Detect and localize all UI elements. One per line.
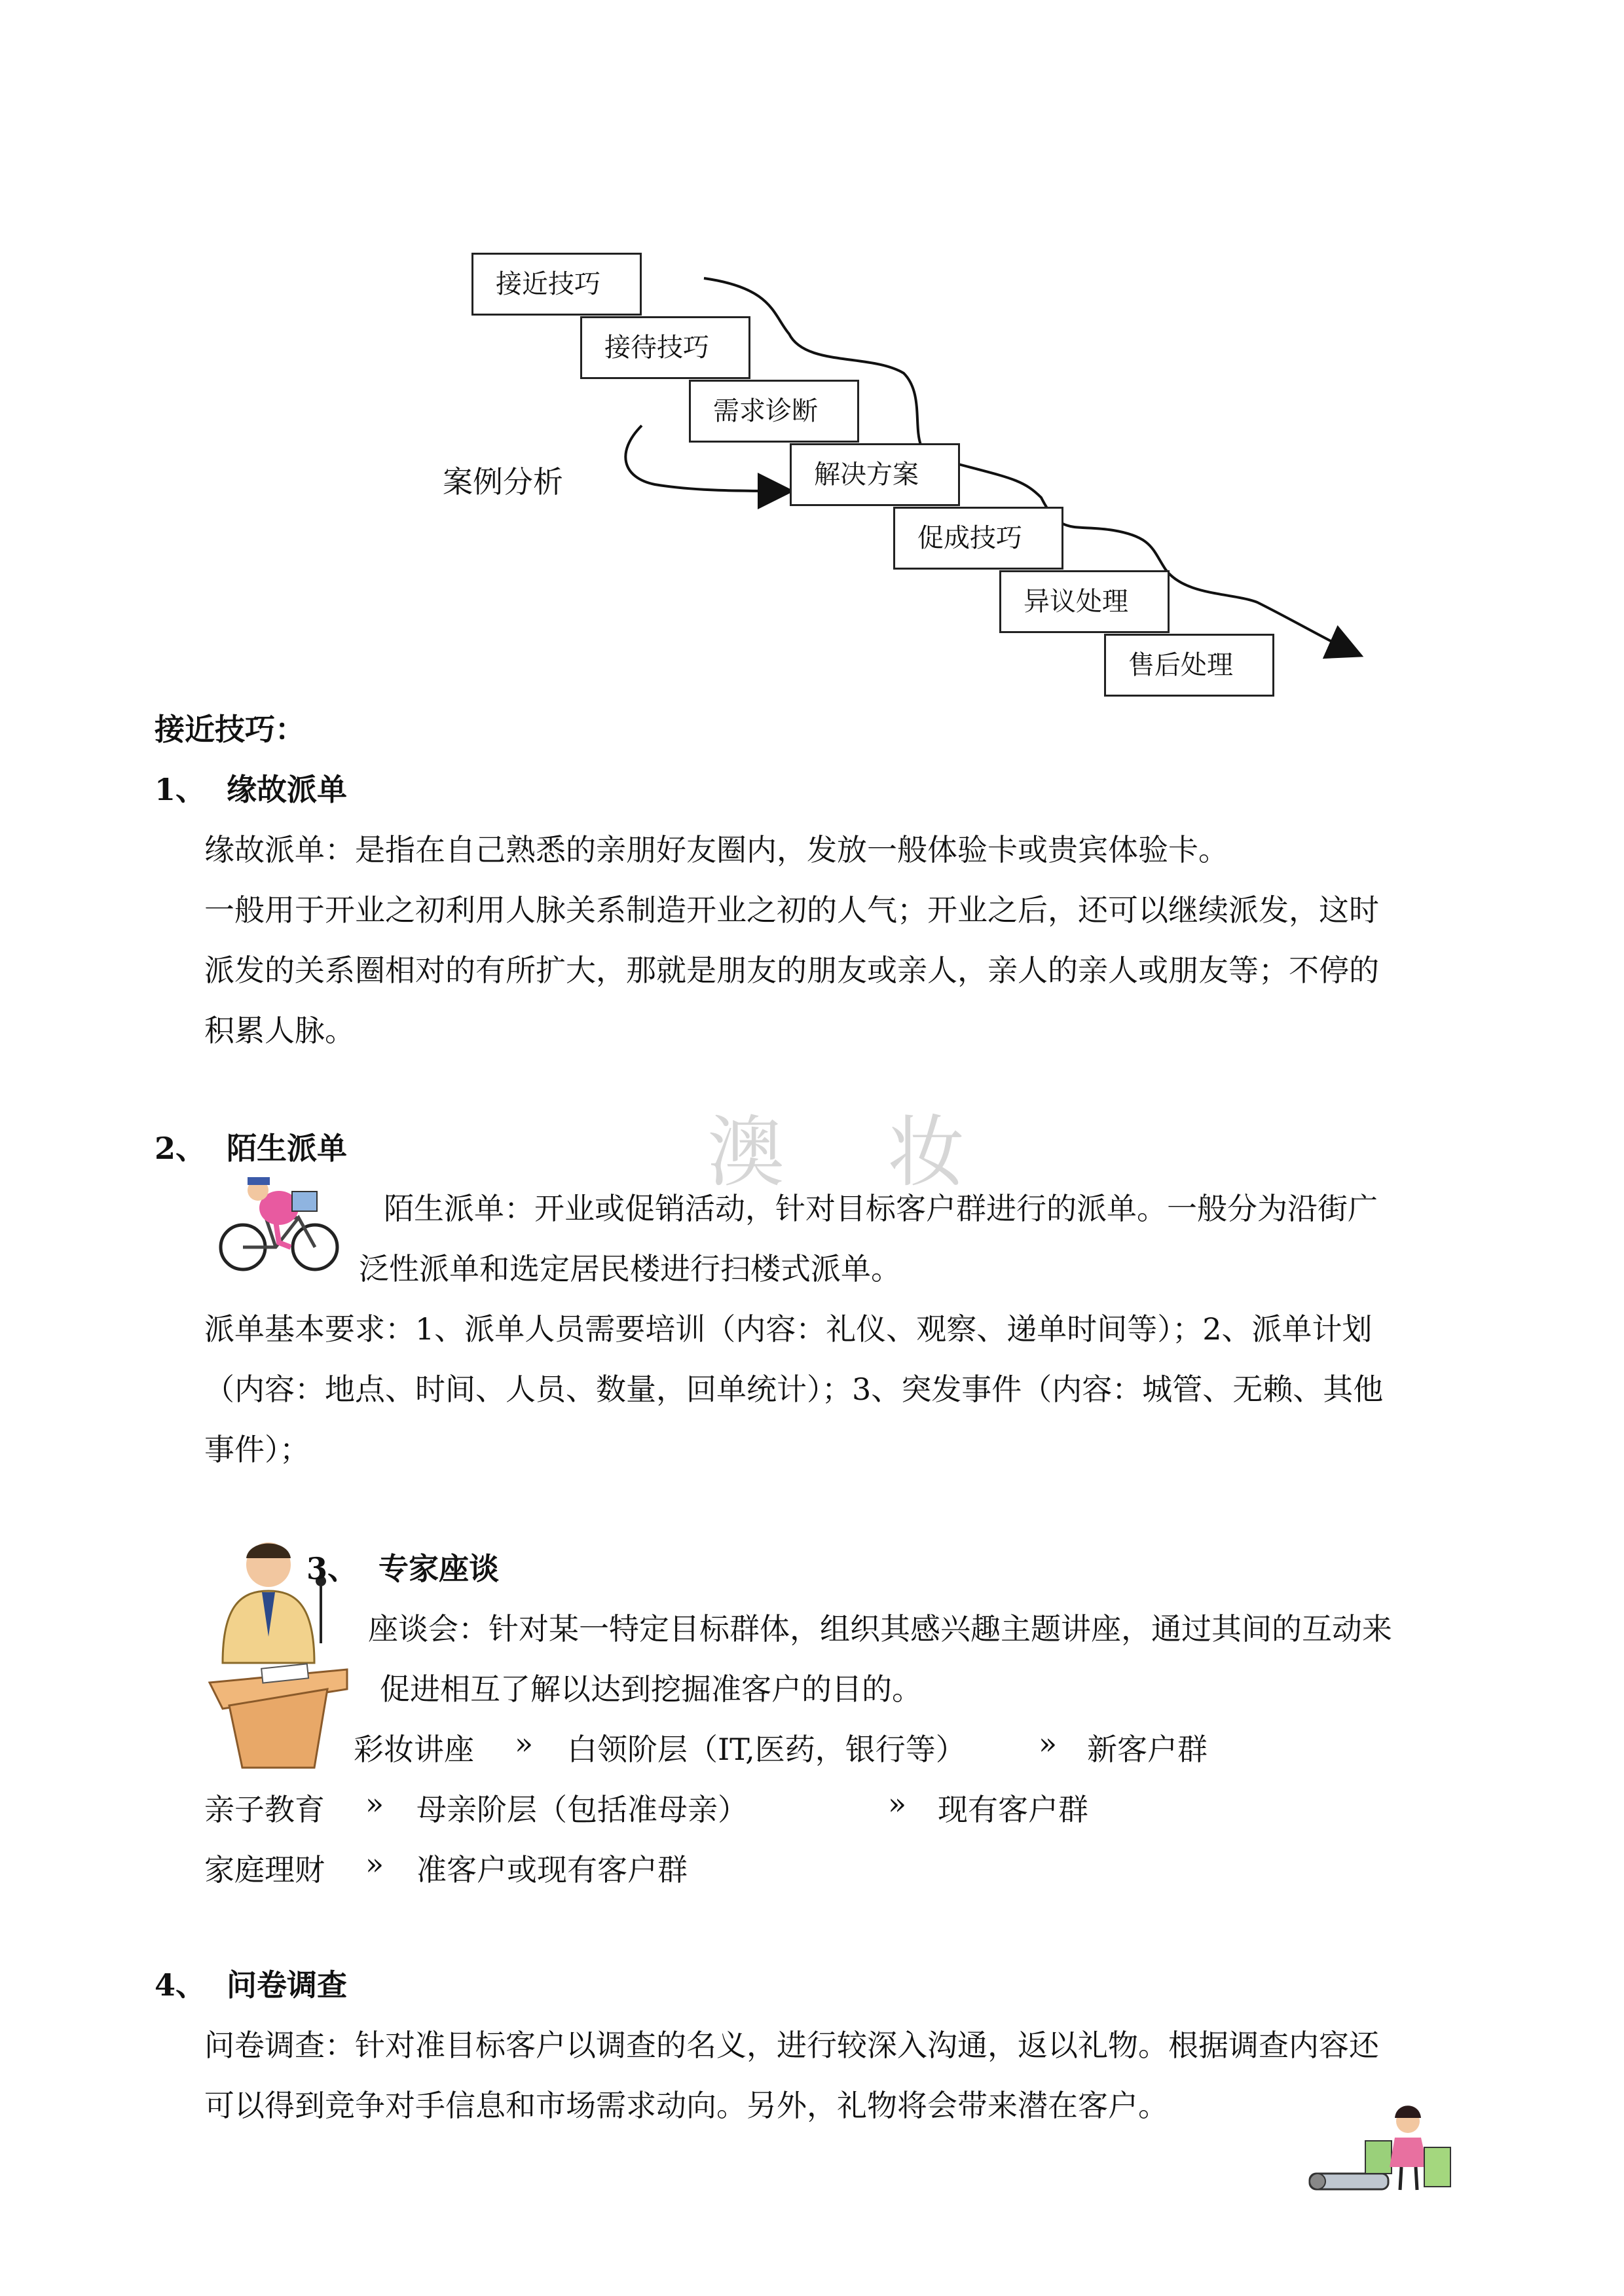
- s4-p1-line2: 可以得到竞争对手信息和市场需求动向。另外，礼物将会带来潜在客户。: [204, 2088, 1168, 2123]
- flow-step-7: 售后处理: [1104, 634, 1274, 697]
- s2-p1-line1: 陌生派单：开业或促销活动，针对目标客户群进行的派单。一般分为沿街广: [384, 1191, 1378, 1226]
- watermark: 澳 妆: [707, 1107, 1005, 1197]
- target-group: 现有客户群: [938, 1792, 1088, 1827]
- flow-step-2: 接待技巧: [580, 316, 750, 379]
- arrow-sep: »: [365, 1786, 384, 1821]
- target-group: 新客户群: [1087, 1732, 1208, 1767]
- case-analysis-label: 案例分析: [443, 464, 563, 500]
- section-title: 接近技巧：: [155, 712, 305, 747]
- cyclist-clipart: [213, 1165, 344, 1277]
- audience: 白领阶层（IT,医药，银行等）: [567, 1732, 966, 1767]
- flow-step-1: 接近技巧: [471, 253, 642, 316]
- arrow-sep: »: [888, 1786, 907, 1821]
- s4-heading: [155, 1961, 347, 2005]
- s3-p1-line2: 促进相互了解以达到挖掘准客户的目的。: [380, 1671, 922, 1707]
- flow-step-5: 促成技巧: [893, 507, 1063, 570]
- s3-p1-line1: 座谈会：针对某一特定目标群体，组织其感兴趣主题讲座，通过其间的互动来: [368, 1611, 1392, 1647]
- s2-p2-line3: 事件）；: [204, 1432, 310, 1467]
- s2-p2-line1: 派单基本要求：1、派单人员需要培训（内容：礼仪、观察、递单时间等）；2、派单计划: [204, 1311, 1373, 1347]
- s4-number: 4、: [155, 1967, 206, 2003]
- s2-number: 2、: [155, 1131, 206, 1166]
- s1-number: 1、: [155, 772, 206, 807]
- s3-number: 3、: [306, 1551, 358, 1586]
- flow-step-3: 需求诊断: [689, 380, 859, 443]
- s1-heading: [155, 766, 347, 809]
- topic-name: 亲子教育: [204, 1792, 325, 1827]
- s1-p2-line1: 一般用于开业之初利用人脉关系制造开业之初的人气；开业之后，还可以继续派发，这时: [204, 892, 1379, 928]
- s1-p2-line2: 派发的关系圈相对的有所扩大，那就是朋友的朋友或亲人，亲人的亲人或朋友等；不停的: [204, 953, 1379, 988]
- flow-step-4: 解决方案: [790, 443, 960, 506]
- topic-name: 家庭理财: [204, 1852, 325, 1887]
- topic-name: 彩妆讲座: [354, 1732, 474, 1767]
- s1-p2-line3: 积累人脉。: [204, 1013, 355, 1048]
- survey-clipart: [1303, 2102, 1460, 2200]
- s4-p1-line1: 问卷调查：针对准目标客户以调查的名义，进行较深入沟通，返以礼物。根据调查内容还: [204, 2028, 1379, 2063]
- flow-step-6: 异议处理: [999, 570, 1170, 633]
- flow-connectors: [0, 0, 1624, 733]
- s3-heading: [306, 1545, 499, 1588]
- s3-title: 专家座谈: [378, 1551, 500, 1586]
- arrow-sep: »: [515, 1726, 534, 1761]
- s2-p1-line2: 泛性派单和选定居民楼进行扫楼式派单。: [359, 1251, 901, 1286]
- s4-title: 问卷调查: [227, 1967, 348, 2003]
- audience: 母亲阶层（包括准母亲）: [416, 1792, 748, 1827]
- s1-p1: 缘故派单：是指在自己熟悉的亲朋好友圈内，发放一般体验卡或贵宾体验卡。: [204, 832, 1228, 867]
- audience: 准客户或现有客户群: [416, 1852, 688, 1887]
- arrow-sep: »: [365, 1846, 384, 1882]
- s2-p2-line2: （内容：地点、时间、人员、数量，回单统计）；3、突发事件（内容：城管、无赖、其他: [204, 1372, 1384, 1407]
- s2-heading: [155, 1125, 347, 1168]
- arrow-sep: »: [1039, 1726, 1058, 1761]
- s2-title: 陌生派单: [227, 1131, 348, 1166]
- s1-title: 缘故派单: [227, 772, 348, 807]
